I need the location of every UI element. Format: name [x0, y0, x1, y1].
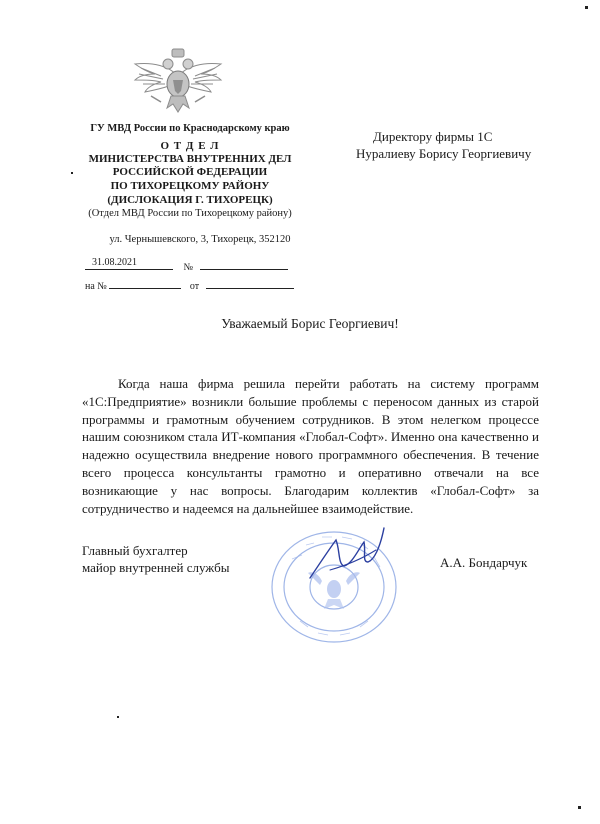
signer-name: А.А. Бондарчук: [440, 555, 528, 570]
dept-federation: РОССИЙСКОЙ ФЕДЕРАЦИИ: [112, 166, 268, 178]
body-text: Когда наша фирма решила перейти работать на систему программ «1С:Предприятие» возникли большие проблемы с переносом данных из старой программы и грамотным обучением сотрудников. В этом нелегком процессе нашим союзником стала ИТ-компания «Глобал-Софт». Именно она качественно и надежно осуществила внедрение нового программного обеспечения. В течение всего процесса консультанты грамотно и оперативно отвечали на все возникающие у нас вопросы. Благодарим коллектив «Глобал-Софт» за сотрудничество и надеемся на дальнейшее взаимодействие.: [82, 376, 539, 516]
dept-short-name: (Отдел МВД России по Тихорецкому району): [88, 208, 292, 219]
registry-from-label: от: [189, 281, 200, 292]
dept-title: О Т Д Е Л: [160, 140, 220, 152]
scan-mark: [585, 6, 588, 9]
scan-mark: [117, 716, 119, 718]
registry-ref-label: на №: [85, 281, 107, 292]
sender-address: ул. Чернышевского, 3, Тихорецк, 352120: [109, 234, 291, 245]
handwritten-signature-icon: [300, 520, 390, 590]
registry-line-1: [85, 258, 288, 273]
dept-location: (ДИСЛОКАЦИЯ Г. ТИХОРЕЦК): [107, 194, 273, 206]
recipient-title: Директору фирмы 1С: [373, 129, 493, 144]
eagle-emblem-icon: [131, 46, 225, 118]
scan-mark: [578, 806, 581, 809]
dept-ministry: МИНИСТЕРСТВА ВНУТРЕННИХ ДЕЛ: [88, 153, 292, 165]
dept-district: ПО ТИХОРЕЦКОМУ РАЙОНУ: [110, 180, 270, 192]
registry-line-2: [85, 277, 294, 292]
registry-number-label: №: [183, 262, 194, 273]
registry-date: 31.08.2021: [92, 257, 137, 268]
scan-mark: [71, 172, 73, 174]
signer-position-2: майор внутренней службы: [82, 560, 230, 575]
signer-position-1: Главный бухгалтер: [82, 543, 188, 558]
salutation: Уважаемый Борис Георгиевич!: [221, 316, 399, 331]
recipient-name: Нуралиеву Борису Георгиевичу: [356, 146, 532, 161]
parent-org: ГУ МВД России по Краснодарскому краю: [90, 123, 290, 134]
